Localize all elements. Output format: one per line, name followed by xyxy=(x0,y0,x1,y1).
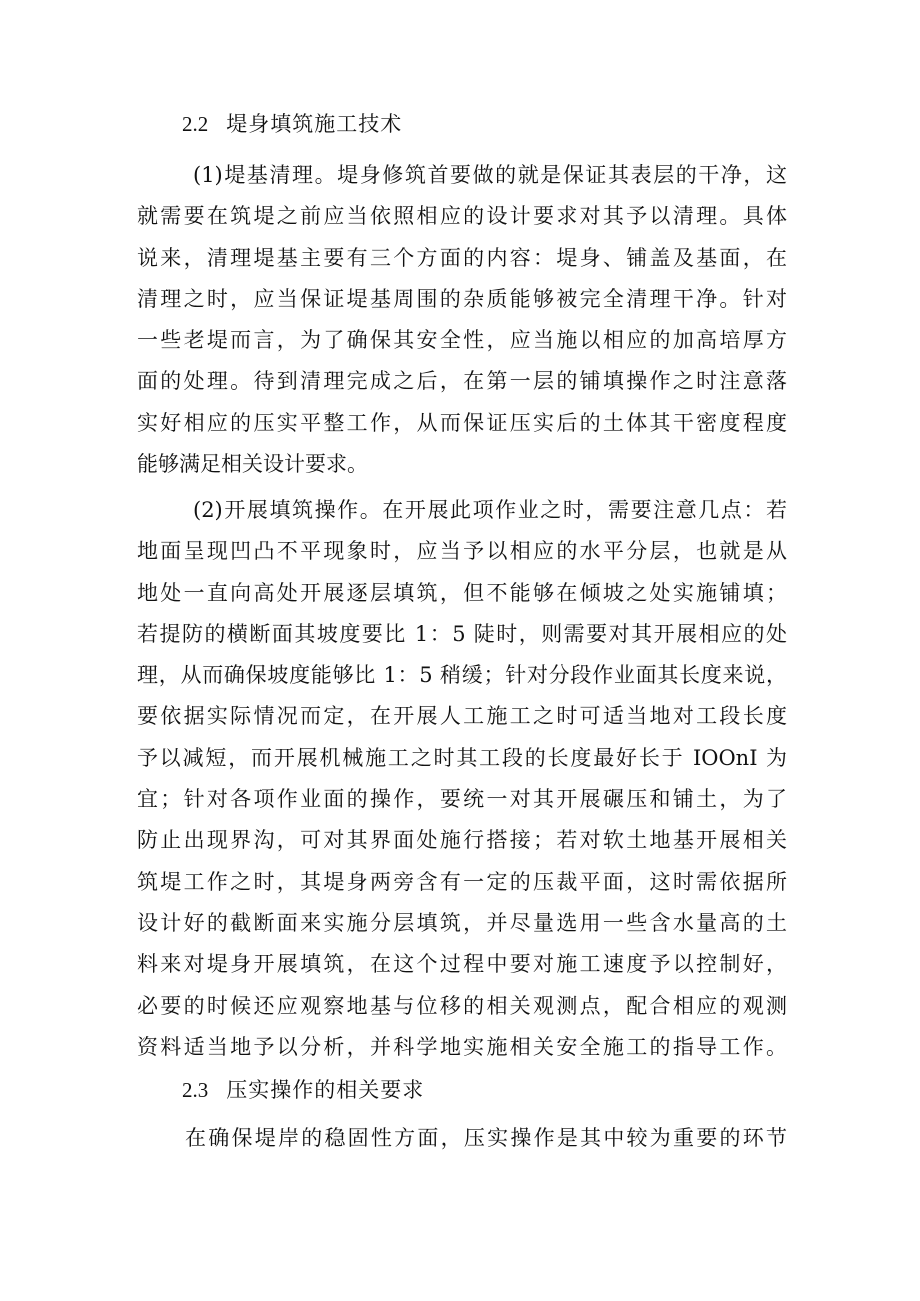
section-heading-2-3 xyxy=(182,1075,424,1105)
paragraph-line: 清理之时，应当保证堤基周围的杂质能够被完全清理干净。针对 xyxy=(137,286,787,311)
section-title: 压实操作的相关要求 xyxy=(226,1078,425,1102)
paragraph-embankment-cleaning xyxy=(137,155,787,485)
paragraph-line: 面的处理。待到清理完成之后，在第一层的铺填操作之时注意落 xyxy=(137,369,787,394)
paragraph-filling-operation xyxy=(137,490,787,1068)
paragraph-line: 予以减短，而开展机械施工之时其工段的长度最好长于 IOOnI 为 xyxy=(137,745,787,770)
section-heading-2-2 xyxy=(182,109,402,139)
section-number: 2.3 xyxy=(182,1078,209,1102)
paragraph-line: 理，从而确保坡度能够比 1：5 稍缓；针对分段作业面其长度来说， xyxy=(137,663,787,688)
paragraph-line: (1)堤基清理。堤身修筑首要做的就是保证其表层的干净，这 xyxy=(193,163,787,187)
paragraph-compaction-requirements xyxy=(137,1118,787,1159)
paragraph-line: 筑堤工作之时，其堤身两旁含有一定的压裁平面，这时需依据所 xyxy=(137,869,787,894)
paragraph-line: (2)开展填筑操作。在开展此项作业之时，需要注意几点：若 xyxy=(193,498,787,522)
paragraph-line: 一些老堤而言，为了确保其安全性，应当施以相应的加高培厚方 xyxy=(137,328,787,353)
paragraph-line: 料来对堤身开展填筑，在这个过程中要对施工速度予以控制好， xyxy=(137,952,787,977)
paragraph-line: 地处一直向高处开展逐层填筑，但不能够在倾坡之处实施铺填； xyxy=(137,580,787,605)
paragraph-line: 防止出现界沟，可对其界面处施行搭接；若对软土地基开展相关 xyxy=(137,828,787,853)
paragraph-line: 宜；针对各项作业面的操作，要统一对其开展碾压和铺土，为了 xyxy=(137,787,787,812)
paragraph-line: 必要的时候还应观察地基与位移的相关观测点，配合相应的观测 xyxy=(137,993,787,1018)
paragraph-line: 要依据实际情况而定，在开展人工施工之时可适当地对工段长度 xyxy=(137,704,787,729)
section-number: 2.2 xyxy=(182,112,209,136)
paragraph-line: 在确保堤岸的稳固性方面，压实操作是其中较为重要的环节 xyxy=(185,1126,787,1150)
paragraph-line: 地面呈现凹凸不平现象时，应当予以相应的水平分层，也就是从 xyxy=(137,539,787,564)
paragraph-line: 实好相应的压实平整工作，从而保证压实后的土体其干密度程度 xyxy=(137,410,787,435)
paragraph-line: 资料适当地予以分析，并科学地实施相关安全施工的指导工作。 xyxy=(137,1034,787,1059)
section-title: 堤身填筑施工技术 xyxy=(226,112,403,136)
paragraph-line: 能够满足相关设计要求。 xyxy=(137,452,368,477)
paragraph-line: 若提防的横断面其坡度要比 1：5 陡时，则需要对其开展相应的处 xyxy=(137,621,787,646)
paragraph-line: 说来，清理堤基主要有三个方面的内容：堤身、铺盖及基面，在 xyxy=(137,245,787,270)
paragraph-line: 就需要在筑堤之前应当依照相应的设计要求对其予以清理。具体 xyxy=(137,204,787,229)
paragraph-line: 设计好的截断面来实施分层填筑，并尽量选用一些含水量高的土 xyxy=(137,910,787,935)
